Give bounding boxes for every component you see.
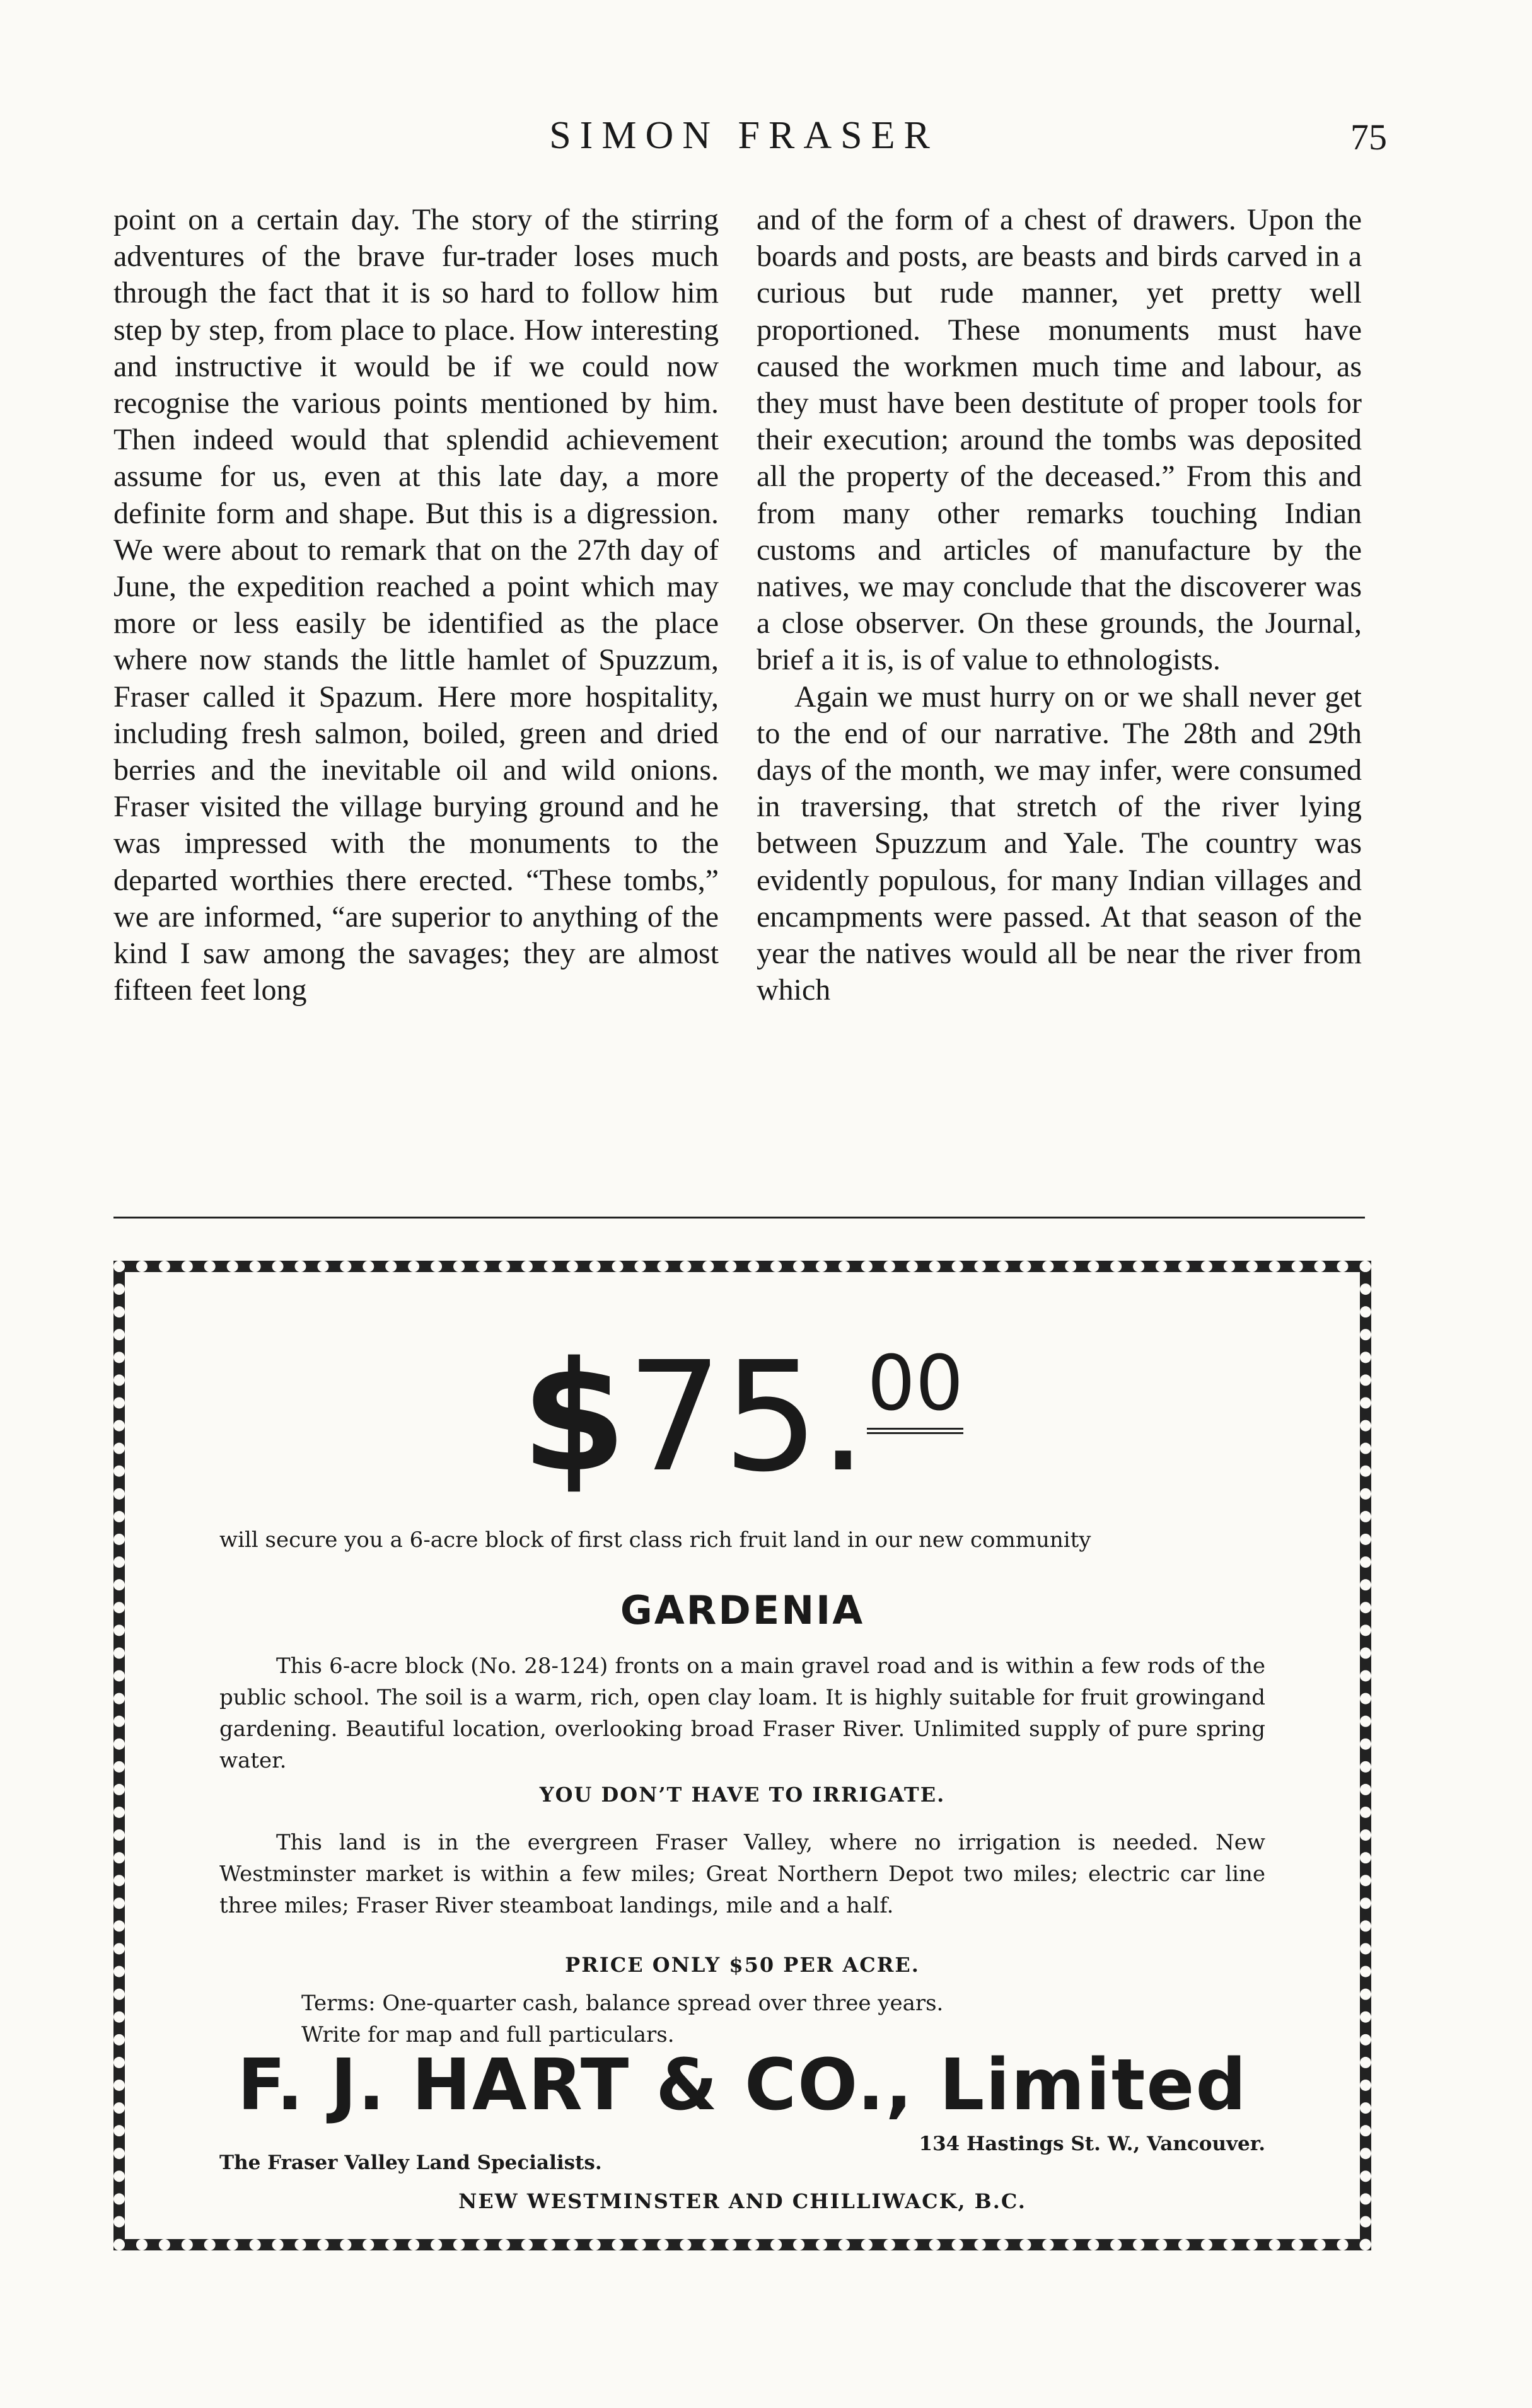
ad-description-text: This 6-acre block (No. 28-124) fronts on a main gravel road and is within a few rods of the public school. The soil is a warm, rich, open clay loam. It is highly suitable for fruit growingand gardening. Beautiful location, overlooking broad Fraser River. Unlimited supply of pure spring water.: [219, 1653, 1265, 1773]
right-paragraph: and of the form of a chest of drawers. Upon the boards and posts, are beasts and birds carved in a curious but rude manner, yet pretty well proportioned. These monuments must have caused the workmen much time and labour, as they must have been destitute of proper tools for their execution; around the tombs was deposited all the property of the deceased.” From this and from many other remarks touching Indian customs and articles of manufacture by the natives, we may conclude that the discoverer was a close observer. On these grounds, the Journal, brief a it is, is of value to ethnologists.: [757, 203, 1362, 677]
ad-intro: [219, 1524, 1265, 1556]
ad-intro-text: will secure you a 6-acre block of first class rich fruit land in our new community: [219, 1527, 1091, 1553]
right-paragraph: Again we must hurry on or we shall never get to the end of our narrative. The 28th and 29th days of the month, we may infer, were consumed in traversing, that stretch of the river lying between Spuzzum and Yale. The country was evidently populous, for many Indian villages and encampments were passed. At that season of the year the natives would all be near the river from which: [757, 680, 1362, 1007]
ad-terms-text: Terms: One-quarter cash, balance spread over three years.: [301, 1991, 944, 2016]
advertisement: [113, 1261, 1371, 2250]
ad-offices: NEW WESTMINSTER AND CHILLIWACK, B.C.: [458, 2189, 1026, 2213]
page-number: 75: [1350, 117, 1387, 158]
section-divider: [113, 1217, 1365, 1218]
right-column: [757, 202, 1362, 1185]
ad-irrigate-text: This land is in the evergreen Fraser Valley, where no irrigation is needed. New Westminster market is within a few miles; Great Northern Depot two miles; electric car line three miles; Fraser River steamboat landings, mile and a half.: [219, 1830, 1265, 1918]
ad-terms: [301, 1988, 1265, 2051]
ad-price-heading: PRICE ONLY $50 PER ACRE.: [565, 1953, 920, 1977]
page-header: [113, 113, 1387, 170]
price-dollar: $: [521, 1329, 627, 1505]
price-whole: 75.: [626, 1329, 868, 1505]
left-column: [113, 202, 719, 1185]
ad-tagline: The Fraser Valley Land Specialists.: [219, 2151, 602, 2174]
ad-irrigate-heading: YOU DON’T HAVE TO IRRIGATE.: [539, 1783, 946, 1807]
body-columns: [113, 202, 1362, 1185]
ad-price: [125, 1329, 1360, 1505]
ad-address: 134 Hastings St. W., Vancouver.: [919, 2133, 1265, 2155]
running-title: SIMON FRASER: [549, 114, 939, 157]
ad-company: F. J. HART & CO., Limited: [237, 2044, 1248, 2126]
ad-heading: GARDENIA: [620, 1587, 865, 1633]
price-cents: 00: [867, 1340, 963, 1434]
left-paragraph: point on a certain day. The story of the stirring adventures of the brave fur-trader loses much through the fact that it is so hard to follow him step by step, from place to place. How interesting and instructive it would be if we could now recognise the various points mentioned by him. Then indeed would that splendid achievement assume for us, even at this late day, a more definite form and shape. But this is a digression. We were about to remark that on the 27th day of June, the expedition reached a point which may more or less easily be identified as the place where now stands the little hamlet of Spuzzum, Fraser called it Spazum. Here more hospitality, including fresh salmon, boiled, green and dried berries and the inevitable oil and wild onions. Fraser visited the village burying ground and he was impressed with the monuments to the departed worthies there erected. “These tombs,” we are informed, “are superior to anything of the kind I saw among the savages; they are almost fifteen feet long: [113, 203, 719, 1007]
ad-irrigate: [219, 1827, 1265, 1921]
ad-description: [219, 1650, 1265, 1776]
advertisement-content: [125, 1272, 1360, 2239]
ad-write-text: Write for map and full particulars.: [301, 2022, 675, 2047]
